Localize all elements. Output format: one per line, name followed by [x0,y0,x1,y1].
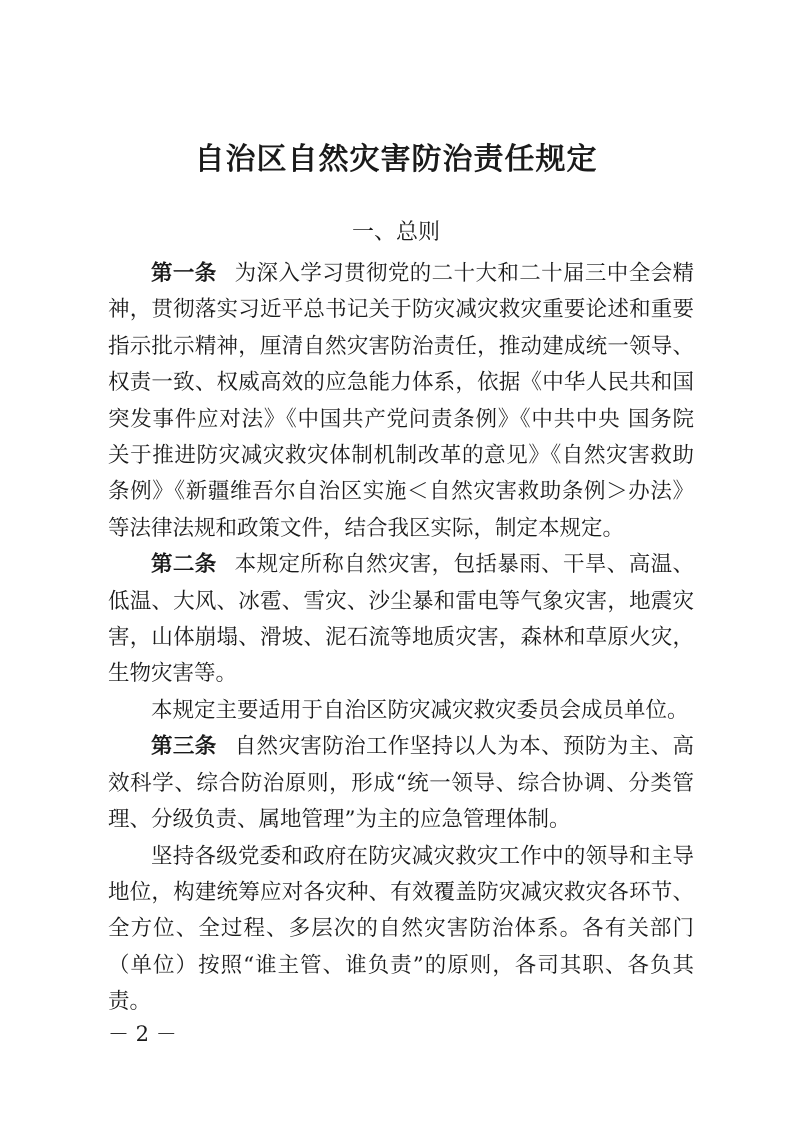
paragraph-text: 本规定主要适用于自治区防灾减灾救灾委员会成员单位。 [151,697,689,723]
page-number: － 2 － [108,1022,177,1046]
article-label: 第二条 [151,552,217,578]
document-title: 自治区自然灾害防治责任规定 [194,142,598,177]
paragraph-article-1 [108,256,694,547]
paragraph-text: 为深入学习贯彻党的二十大和二十届三中全会精神，贯彻落实习近平总书记关于防灾减灾救灾重要论述和重要指示批示精神，厘清自然灾害防治责任，推动建成统一领导、权责一致、权威高效的应急能力体系，依据《中华人民共和国突发事件应对法》《中国共产党问责条例》《中共中央 国务院关于推进防灾减灾救灾体制机制改革的意见》《自然灾害救助条例》《新疆维吾尔自治区实施＜自然灾害救助条例＞办法》等法律法规和政策文件，结合我区实际，制定本规定。 [108,261,694,541]
paragraph-scope [108,693,694,729]
paragraph-text: 坚持各级党委和政府在防灾减灾救灾工作中的领导和主导地位，构建统筹应对各灾种、有效覆盖防灾减灾救灾各环节、全方位、全过程、多层次的自然灾害防治体系。各有关部门（单位）按照“谁主管、谁负责”的原则，各司其职、各负其责。 [108,843,694,1015]
paragraph-article-2 [108,547,694,693]
paragraph-leadership [108,839,694,1021]
article-label: 第三条 [151,734,217,760]
paragraph-text: 自然灾害防治工作坚持以人为本、预防为主、高效科学、综合防治原则，形成“统一领导、综合协调、分类管理、分级负责、属地管理”为主的应急管理体制。 [108,734,694,833]
paragraph-text: 本规定所称自然灾害，包括暴雨、干旱、高温、低温、大风、冰雹、雪灾、沙尘暴和雷电等气象灾害，地震灾害，山体崩塌、滑坡、泥石流等地质灾害，森林和草原火灾，生物灾害等。 [108,552,694,687]
paragraph-article-3 [108,729,694,838]
document-body [108,256,694,1021]
article-label: 第一条 [151,261,217,286]
section-heading: 一、总则 [351,220,440,245]
